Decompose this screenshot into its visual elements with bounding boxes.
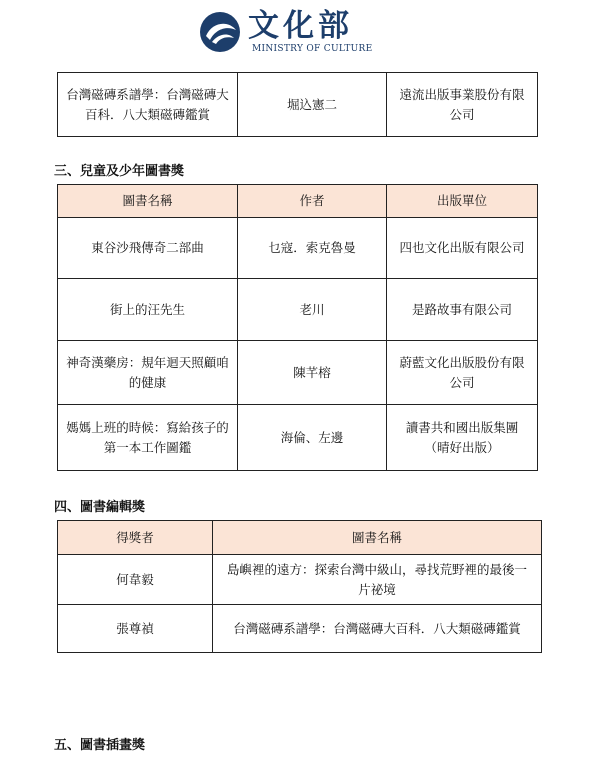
children-books-table bbox=[57, 184, 538, 471]
column-header: 圖書名稱 bbox=[213, 521, 542, 555]
section-heading-illustration: 五、圖書插畫獎 bbox=[54, 738, 146, 753]
table-row bbox=[58, 279, 538, 341]
publisher-cell: 遠流出版事業股份有限公司 bbox=[387, 73, 538, 137]
table-row bbox=[58, 405, 538, 471]
book-title-cell: 東谷沙飛傳奇二部曲 bbox=[58, 218, 238, 279]
column-header: 作者 bbox=[238, 185, 387, 218]
table-row bbox=[58, 341, 538, 405]
publisher-cell: 是路故事有限公司 bbox=[387, 279, 538, 341]
table-header-row bbox=[58, 185, 538, 218]
table-row bbox=[58, 605, 542, 653]
section-heading-children-books: 三、兒童及少年圖書獎 bbox=[54, 164, 185, 179]
section-heading-book-editing: 四、圖書編輯獎 bbox=[54, 500, 146, 515]
publisher-cell: 蔚藍文化出版股份有限公司 bbox=[387, 341, 538, 405]
book-title-cell: 街上的汪先生 bbox=[58, 279, 238, 341]
book-title-cell: 台灣磁磚系譜學：台灣磁磚大百科．八大類磁磚鑑賞 bbox=[58, 73, 238, 137]
book-title-cell: 神奇漢藥房：規年迴天照顧咱的健康 bbox=[58, 341, 238, 405]
ministry-logo bbox=[198, 8, 398, 56]
winner-cell: 何韋毅 bbox=[58, 555, 213, 605]
book-title-cell: 台灣磁磚系譜學：台灣磁磚大百科．八大類磁磚鑑賞 bbox=[213, 605, 542, 653]
ministry-emblem-icon bbox=[198, 10, 244, 54]
book-title-cell: 媽媽上班的時候：寫給孩子的第一本工作圖鑑 bbox=[58, 405, 238, 471]
author-cell: 陳芊榕 bbox=[238, 341, 387, 405]
column-header: 得獎者 bbox=[58, 521, 213, 555]
table-header-row bbox=[58, 521, 542, 555]
book-editing-table bbox=[57, 520, 542, 653]
column-header: 圖書名稱 bbox=[58, 185, 238, 218]
table-row bbox=[58, 555, 542, 605]
table-row bbox=[58, 73, 538, 137]
logo-chinese-text: 文化部 bbox=[248, 8, 353, 44]
logo-english-text: MINISTRY OF CULTURE bbox=[252, 44, 373, 54]
author-cell: 堀込憲二 bbox=[238, 73, 387, 137]
author-cell: 老川 bbox=[238, 279, 387, 341]
publisher-cell: 讀書共和國出版集團（晴好出版） bbox=[387, 405, 538, 471]
publisher-cell: 四也文化出版有限公司 bbox=[387, 218, 538, 279]
author-cell: 海倫、左邊 bbox=[238, 405, 387, 471]
column-header: 出版單位 bbox=[387, 185, 538, 218]
author-cell: 乜寇．索克魯曼 bbox=[238, 218, 387, 279]
continued-table bbox=[57, 72, 538, 137]
book-title-cell: 島嶼裡的遠方：探索台灣中級山，尋找荒野裡的最後一片祕境 bbox=[213, 555, 542, 605]
table-row bbox=[58, 218, 538, 279]
winner-cell: 張尊禎 bbox=[58, 605, 213, 653]
